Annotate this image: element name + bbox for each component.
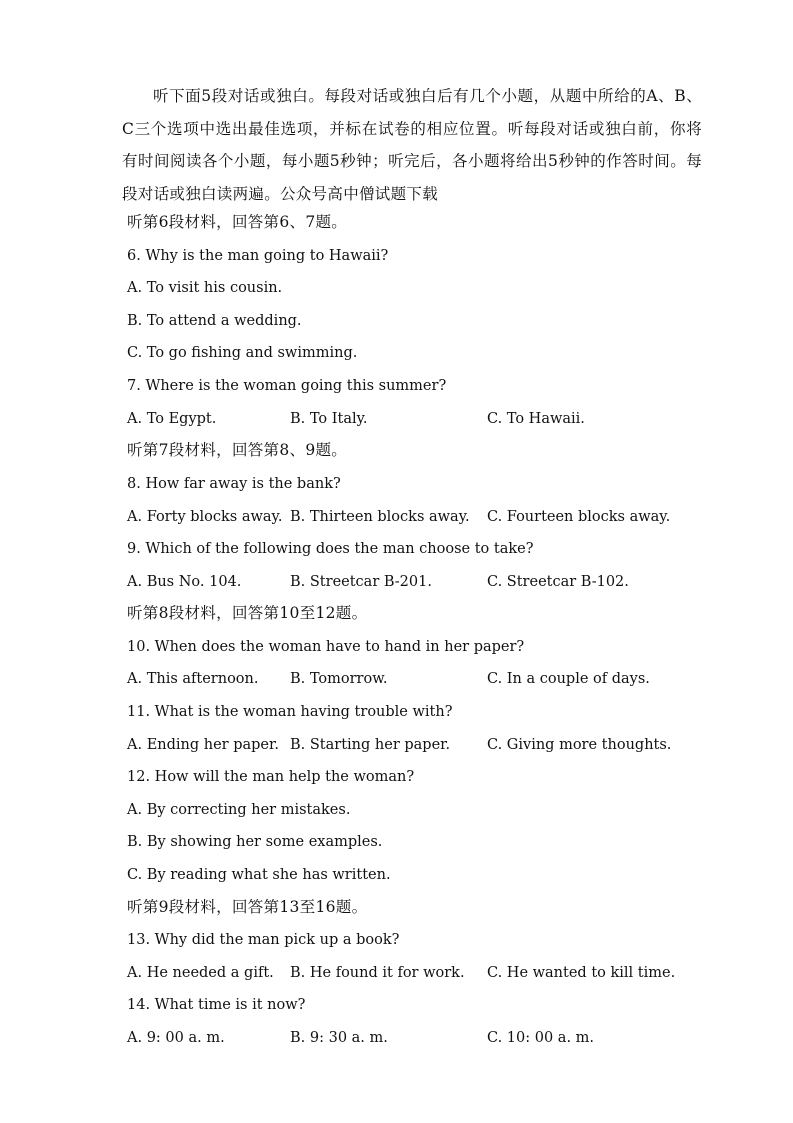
option-9a: A. Bus No. 104.: [127, 574, 242, 590]
question-6: 6. Why is the man going to Hawaii?: [127, 248, 389, 264]
question-8: 8. How far away is the bank?: [127, 476, 341, 492]
question-9: 9. Which of the following does the man choose to take?: [127, 541, 534, 557]
question-12: 12. How will the man help the woman?: [127, 769, 415, 785]
option-13a: A. He needed a gift.: [127, 965, 274, 981]
option-12c: C. By reading what she has written.: [127, 867, 391, 883]
option-11b: B. Starting her paper.: [290, 737, 451, 753]
option-6a: A. To visit his cousin.: [127, 280, 283, 296]
option-8b: B. Thirteen blocks away.: [290, 509, 470, 525]
section-heading: 听第8段材料，回答第10至12题。: [127, 604, 368, 622]
option-9c: C. Streetcar B-102.: [487, 574, 629, 590]
option-7c: C. To Hawaii.: [487, 411, 585, 427]
option-7a: A. To Egypt.: [127, 411, 217, 427]
option-11c: C. Giving more thoughts.: [487, 737, 672, 753]
section-heading: 听第6段材料，回答第6、7题。: [127, 213, 348, 231]
option-8a: A. Forty blocks away.: [127, 509, 283, 525]
instructions-paragraph: 听下面5段对话或独白。每段对话或独白后有几个小题，从题中所给的A、B、C三个选项中选出最佳选项，并标在试卷的相应位置。听每段对话或独白前，你将有时间阅读各个小题，每小题5秒钟；听完后，各小题将给出5秒钟的作答时间。每段对话或独白读两遍。公众号高中僧试题下载: [122, 87, 702, 203]
option-11a: A. Ending her paper.: [127, 737, 279, 753]
question-10: 10. When does the woman have to hand in her paper?: [127, 639, 525, 655]
option-10c: C. In a couple of days.: [487, 671, 650, 687]
option-12b: B. By showing her some examples.: [127, 834, 383, 850]
option-6b: B. To attend a wedding.: [127, 313, 302, 329]
option-14c: C. 10: 00 a. m.: [487, 1030, 595, 1046]
option-7b: B. To Italy.: [290, 411, 368, 427]
option-8c: C. Fourteen blocks away.: [487, 509, 671, 525]
option-13b: B. He found it for work.: [290, 965, 465, 981]
question-7: 7. Where is the woman going this summer?: [127, 378, 447, 394]
option-13c: C. He wanted to kill time.: [487, 965, 676, 981]
option-9b: B. Streetcar B-201.: [290, 574, 432, 590]
option-10a: A. This afternoon.: [127, 671, 259, 687]
option-12a: A. By correcting her mistakes.: [127, 802, 351, 818]
option-14b: B. 9: 30 a. m.: [290, 1030, 388, 1046]
section-heading: 听第7段材料，回答第8、9题。: [127, 441, 348, 459]
question-14: 14. What time is it now?: [127, 997, 306, 1013]
option-6c: C. To go fishing and swimming.: [127, 345, 358, 361]
question-13: 13. Why did the man pick up a book?: [127, 932, 400, 948]
option-14a: A. 9: 00 a. m.: [127, 1030, 225, 1046]
option-10b: B. Tomorrow.: [290, 671, 388, 687]
question-11: 11. What is the woman having trouble with?: [127, 704, 453, 720]
section-heading: 听第9段材料，回答第13至16题。: [127, 898, 368, 916]
